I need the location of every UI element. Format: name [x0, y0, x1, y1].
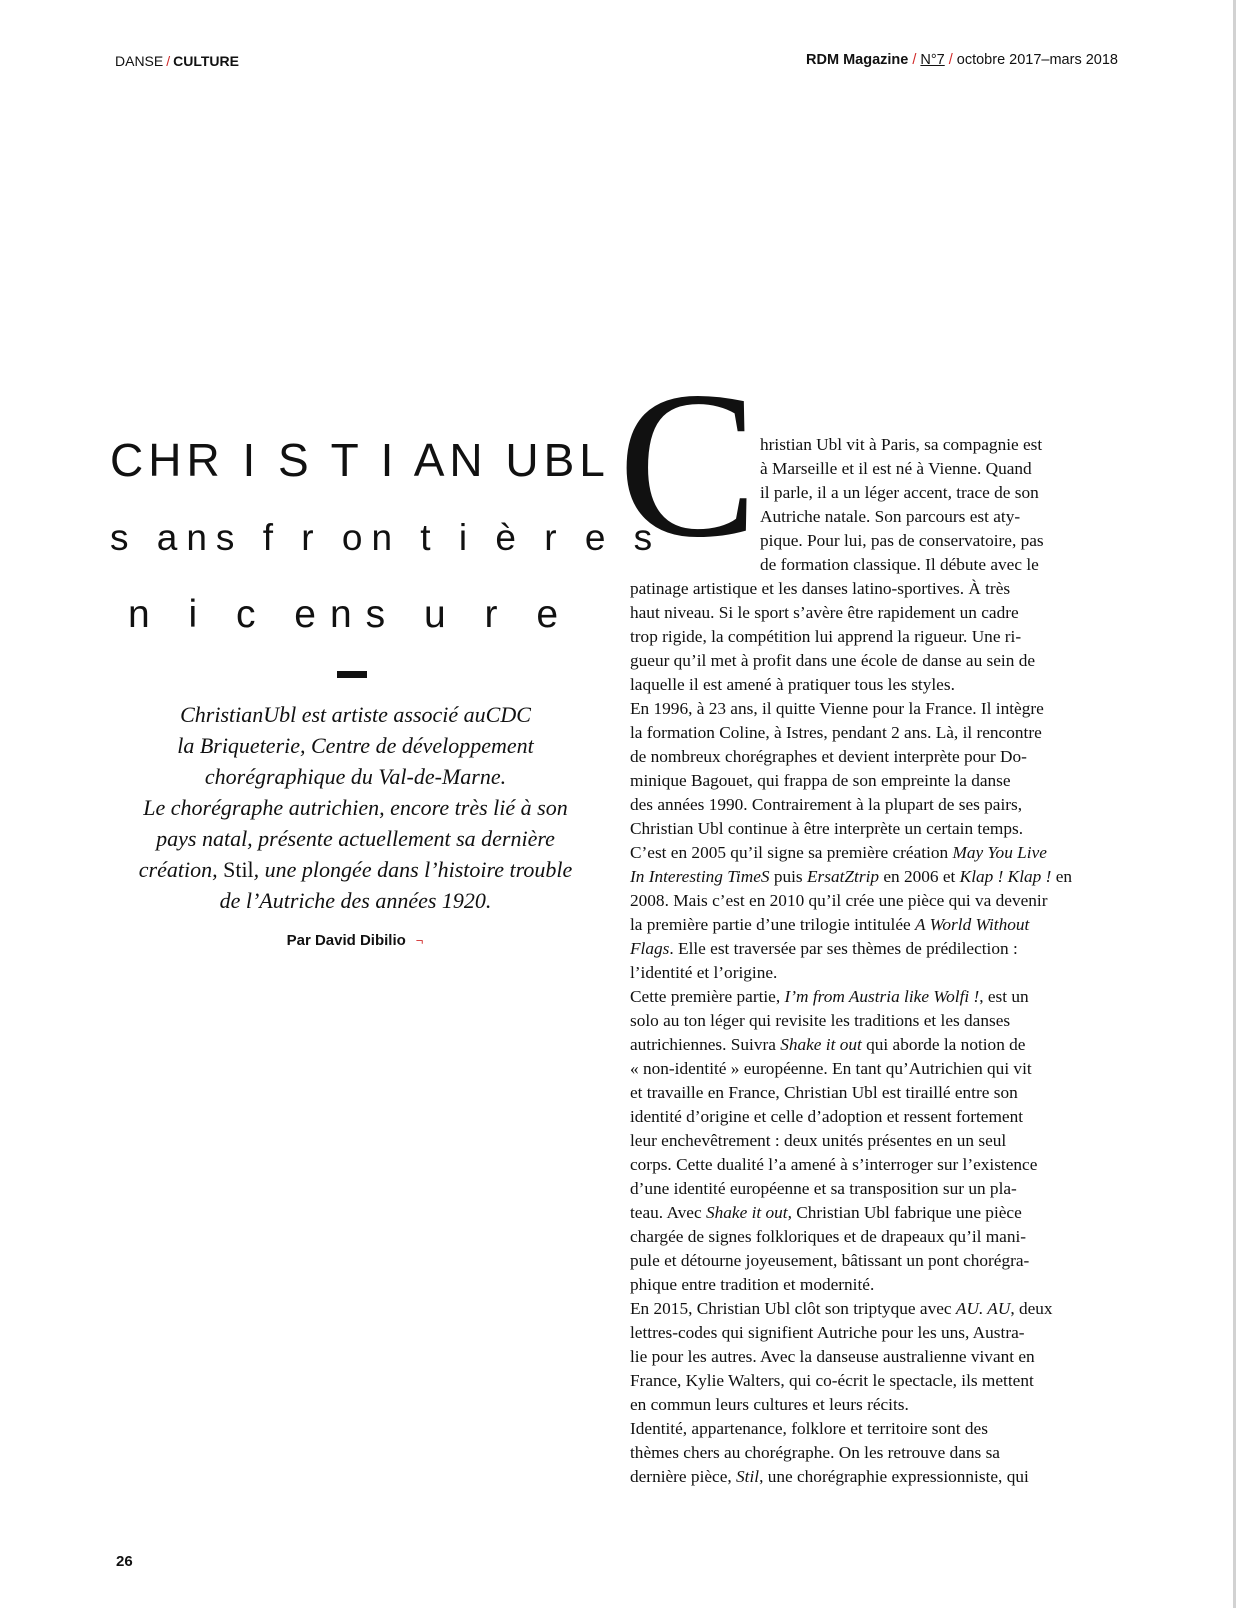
work-title-stil: Stil [223, 857, 254, 882]
body-line: gueur qu’il met à profit dans une école de danse au sein de [630, 651, 1036, 670]
body-text: Cette première partie, [630, 987, 781, 1006]
article-title-line-3: n i c ens u r e [127, 593, 573, 636]
body-line: chargée de signes folkloriques et de drapeaux qu’il mani- [630, 1227, 1027, 1246]
section-label: DANSE [115, 53, 164, 69]
body-line [630, 913, 1110, 937]
byline-mark: ¬ [415, 933, 424, 948]
page-number: 26 [116, 1553, 133, 1570]
work-title: ErsatZtrip [806, 867, 880, 886]
work-title: May You Live [952, 843, 1047, 862]
work-title: A World Without [915, 915, 1030, 934]
slash-separator: / [166, 53, 171, 69]
byline [110, 932, 600, 949]
body-line: Autriche natale. Son parcours est aty- [760, 507, 1021, 526]
body-text: . Elle est traversée par ses thèmes de prédilection : [669, 939, 1018, 958]
lead-line: la Briqueterie, Centre de développement [177, 733, 534, 758]
issue-dates: octobre 2017–mars 2018 [956, 52, 1118, 68]
body-line: lie pour les autres. Avec la danseuse australienne vivant en [630, 1347, 1035, 1366]
work-title: In Interesting TimeS [630, 867, 770, 886]
body-text: qui aborde la notion de [866, 1035, 1026, 1054]
body-text: C’est en 2005 qu’il signe sa première création [630, 843, 949, 862]
article-title-line-2: s ans f r on t i è r e s [110, 517, 662, 558]
lead-line [108, 854, 603, 885]
body-line: d’une identité européenne et sa transposition sur un pla- [630, 1179, 1017, 1198]
lead-line: ChristianUbl est artiste associé auCDC [180, 702, 531, 727]
body-line: hristian Ubl vit à Paris, sa compagnie est [760, 435, 1043, 454]
body-line: minique Bagouet, qui frappa de son empreinte la danse [630, 771, 1011, 790]
body-line: Identité, appartenance, folklore et territoire sont des [630, 1419, 988, 1438]
body-line [630, 1465, 1110, 1489]
body-text: , est un [979, 987, 1029, 1006]
body-line [630, 1297, 1110, 1321]
body-line [630, 865, 1110, 889]
body-line: France, Kylie Walters, qui co-écrit le spectacle, ils mettent [630, 1371, 1034, 1390]
body-line: solo au ton léger qui revisite les traditions et les danses [630, 1011, 1011, 1030]
body-text: en [1055, 867, 1073, 886]
body-line: de formation classique. Il débute avec le [760, 555, 1039, 574]
body-line [630, 1201, 1110, 1225]
work-title: Shake it out [780, 1035, 862, 1054]
body-line: la formation Coline, à Istres, pendant 2 ans. Là, il rencontre [630, 723, 1042, 742]
lead-line: chorégraphique du Val-de-Marne. [204, 764, 507, 789]
lead-text: création, [138, 857, 218, 882]
body-line: à Marseille et il est né à Vienne. Quand [760, 459, 1032, 478]
body-text: teau. Avec [630, 1203, 702, 1222]
slash-separator: / [948, 52, 953, 68]
body-line: phique entre tradition et modernité. [630, 1275, 875, 1294]
body-text: En 2015, Christian Ubl clôt son triptyque avec [630, 1299, 952, 1318]
work-title: Klap ! Klap ! [959, 867, 1052, 886]
body-line [630, 937, 1110, 961]
section-header [115, 53, 239, 69]
body-text: , une chorégraphie expressionniste, qui [759, 1467, 1029, 1486]
body-text: , deux [1010, 1299, 1053, 1318]
lead-line: de l’Autriche des années 1920. [219, 888, 492, 913]
lead-text: , une plongée dans l’histoire trouble [253, 857, 573, 882]
magazine-name: RDM Magazine [806, 52, 909, 68]
body-line: des années 1990. Contrairement à la plupart de ses pairs, [630, 795, 1023, 814]
body-text: autrichiennes. Suivra [630, 1035, 776, 1054]
body-line: « non-identité » européenne. En tant qu’Autrichien qui vit [630, 1059, 1032, 1078]
body-line: 2008. Mais c’est en 2010 qu’il crée une pièce qui va devenir [630, 891, 1048, 910]
body-line: corps. Cette dualité l’a amené à s’interroger sur l’existence [630, 1155, 1038, 1174]
body-text: en 2006 et [883, 867, 956, 886]
body-line: pule et détourne joyeusement, bâtissant un pont chorégra- [630, 1251, 1030, 1270]
body-line: patinage artistique et les danses latino-sportives. À très [630, 579, 1011, 598]
body-line: pique. Pour lui, pas de conservatoire, pas [760, 531, 1044, 550]
slash-separator: / [912, 52, 917, 68]
work-title: Stil [736, 1467, 760, 1486]
body-line: leur enchevêtrement : deux unités présentes en un seul [630, 1131, 1007, 1150]
body-text: , Christian Ubl fabrique une pièce [787, 1203, 1022, 1222]
magazine-header [806, 52, 1118, 68]
body-line: l’identité et l’origine. [630, 963, 778, 982]
lead-line: pays natal, présente actuellement sa dernière [156, 826, 555, 851]
body-text: dernière pièce, [630, 1467, 732, 1486]
body-line: trop rigide, la compétition lui apprend la rigueur. Une ri- [630, 627, 1022, 646]
body-line: Christian Ubl continue à être interprète un certain temps. [630, 819, 1024, 838]
body-text: la première partie d’une trilogie intitulée [630, 915, 911, 934]
lead-line: Le chorégraphe autrichien, encore très lié à son [143, 795, 568, 820]
body-line: en commun leurs cultures et leurs récits. [630, 1395, 909, 1414]
body-line: haut niveau. Si le sport s’avère être rapidement un cadre [630, 603, 1019, 622]
body-line: En 1996, à 23 ans, il quitte Vienne pour la France. Il intègre [630, 699, 1044, 718]
author-credit: Par David Dibilio [286, 932, 406, 949]
body-line: il parle, il a un léger accent, trace de son [760, 483, 1039, 502]
body-line: de nombreux chorégraphes et devient interprète pour Do- [630, 747, 1027, 766]
work-title: I’m from Austria like Wolfi ! [784, 987, 980, 1006]
body-line: thèmes chers au chorégraphe. On les retrouve dans sa [630, 1443, 1000, 1462]
body-line: identité d’origine et celle d’adoption et ressent fortement [630, 1107, 1024, 1126]
title-dash-divider [337, 671, 367, 678]
work-title: Flags [630, 939, 670, 958]
article-title-line-1: CHR I S T I AN UBL [110, 434, 610, 486]
body-line: lettres-codes qui signifient Autriche pour les uns, Austra- [630, 1323, 1025, 1342]
drop-cap: C [618, 349, 759, 581]
lead-paragraph [108, 699, 603, 916]
body-text: puis [773, 867, 803, 886]
subsection-label: CULTURE [173, 53, 239, 69]
body-line: et travaille en France, Christian Ubl est tiraillé entre son [630, 1083, 1018, 1102]
body-line [630, 985, 1110, 1009]
issue-number: N°7 [920, 52, 945, 68]
body-line [630, 841, 1110, 865]
work-title: Shake it out [705, 1203, 788, 1222]
work-title: AU. AU [955, 1299, 1011, 1318]
body-line: laquelle il est amené à pratiquer tous les styles. [630, 675, 955, 694]
body-line [630, 1033, 1110, 1057]
article-body [630, 433, 1110, 1489]
